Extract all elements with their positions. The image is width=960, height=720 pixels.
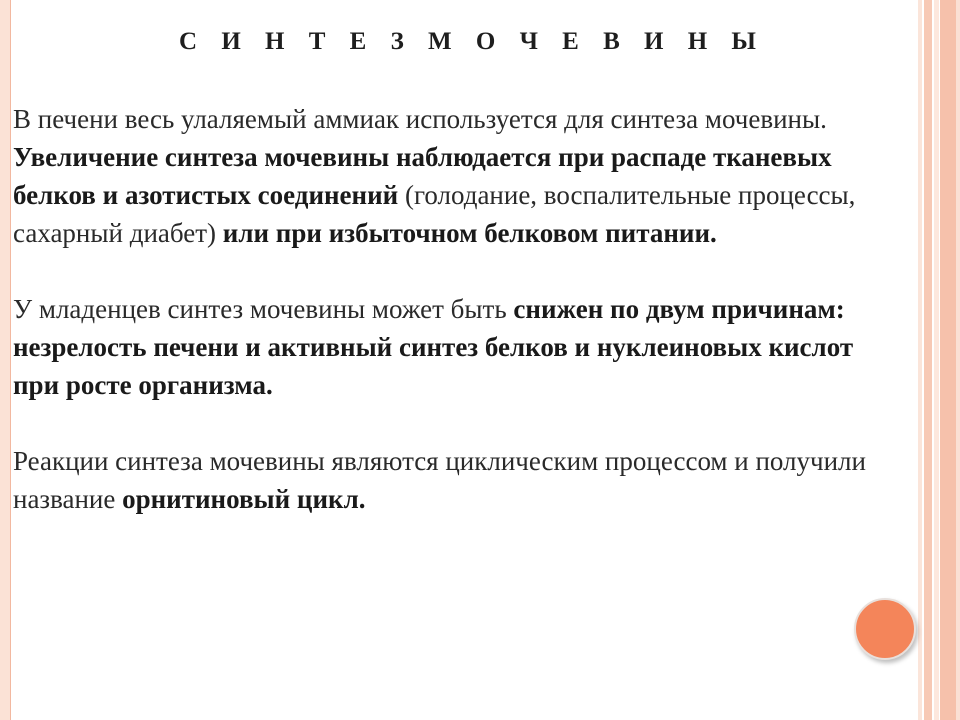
p1-bold-1: Увеличение синтеза мочевины наблюдается при распаде тканевых белков и азотистых соединений [13, 142, 832, 210]
paragraph-2 [13, 290, 893, 404]
p3-bold-1: орнитиновый цикл. [122, 484, 366, 514]
right-stripe [924, 0, 932, 720]
paragraph-1 [13, 100, 893, 252]
paragraph-3 [13, 442, 893, 518]
right-stripe [918, 0, 922, 720]
p1-text-2: (голодание, воспалительные процессы, сахарный диабет) [13, 180, 856, 248]
right-stripe [956, 0, 960, 720]
right-stripe [934, 0, 939, 720]
left-frame-border [0, 0, 11, 720]
p3-text-1: Реакции синтеза мочевины являются циклическим процессом и получили название [13, 446, 866, 514]
slide-title: С И Н Т Е З М О Ч Е В И Н Ы [179, 28, 765, 55]
p2-bold-1: снижен по двум причинам: незрелость печени и активный синтез белков и нуклеиновых кислот при росте организма. [13, 294, 854, 400]
p1-text-1: В печени весь улаляемый аммиак используется для синтеза мочевины. [13, 104, 827, 134]
p2-text-1: У младенцев синтез мочевины может быть [13, 294, 514, 324]
right-stripe [940, 0, 956, 720]
p1-bold-2: или при избыточном белковом питании. [222, 218, 717, 248]
decorative-circle [854, 598, 916, 660]
slide-body [13, 100, 893, 556]
